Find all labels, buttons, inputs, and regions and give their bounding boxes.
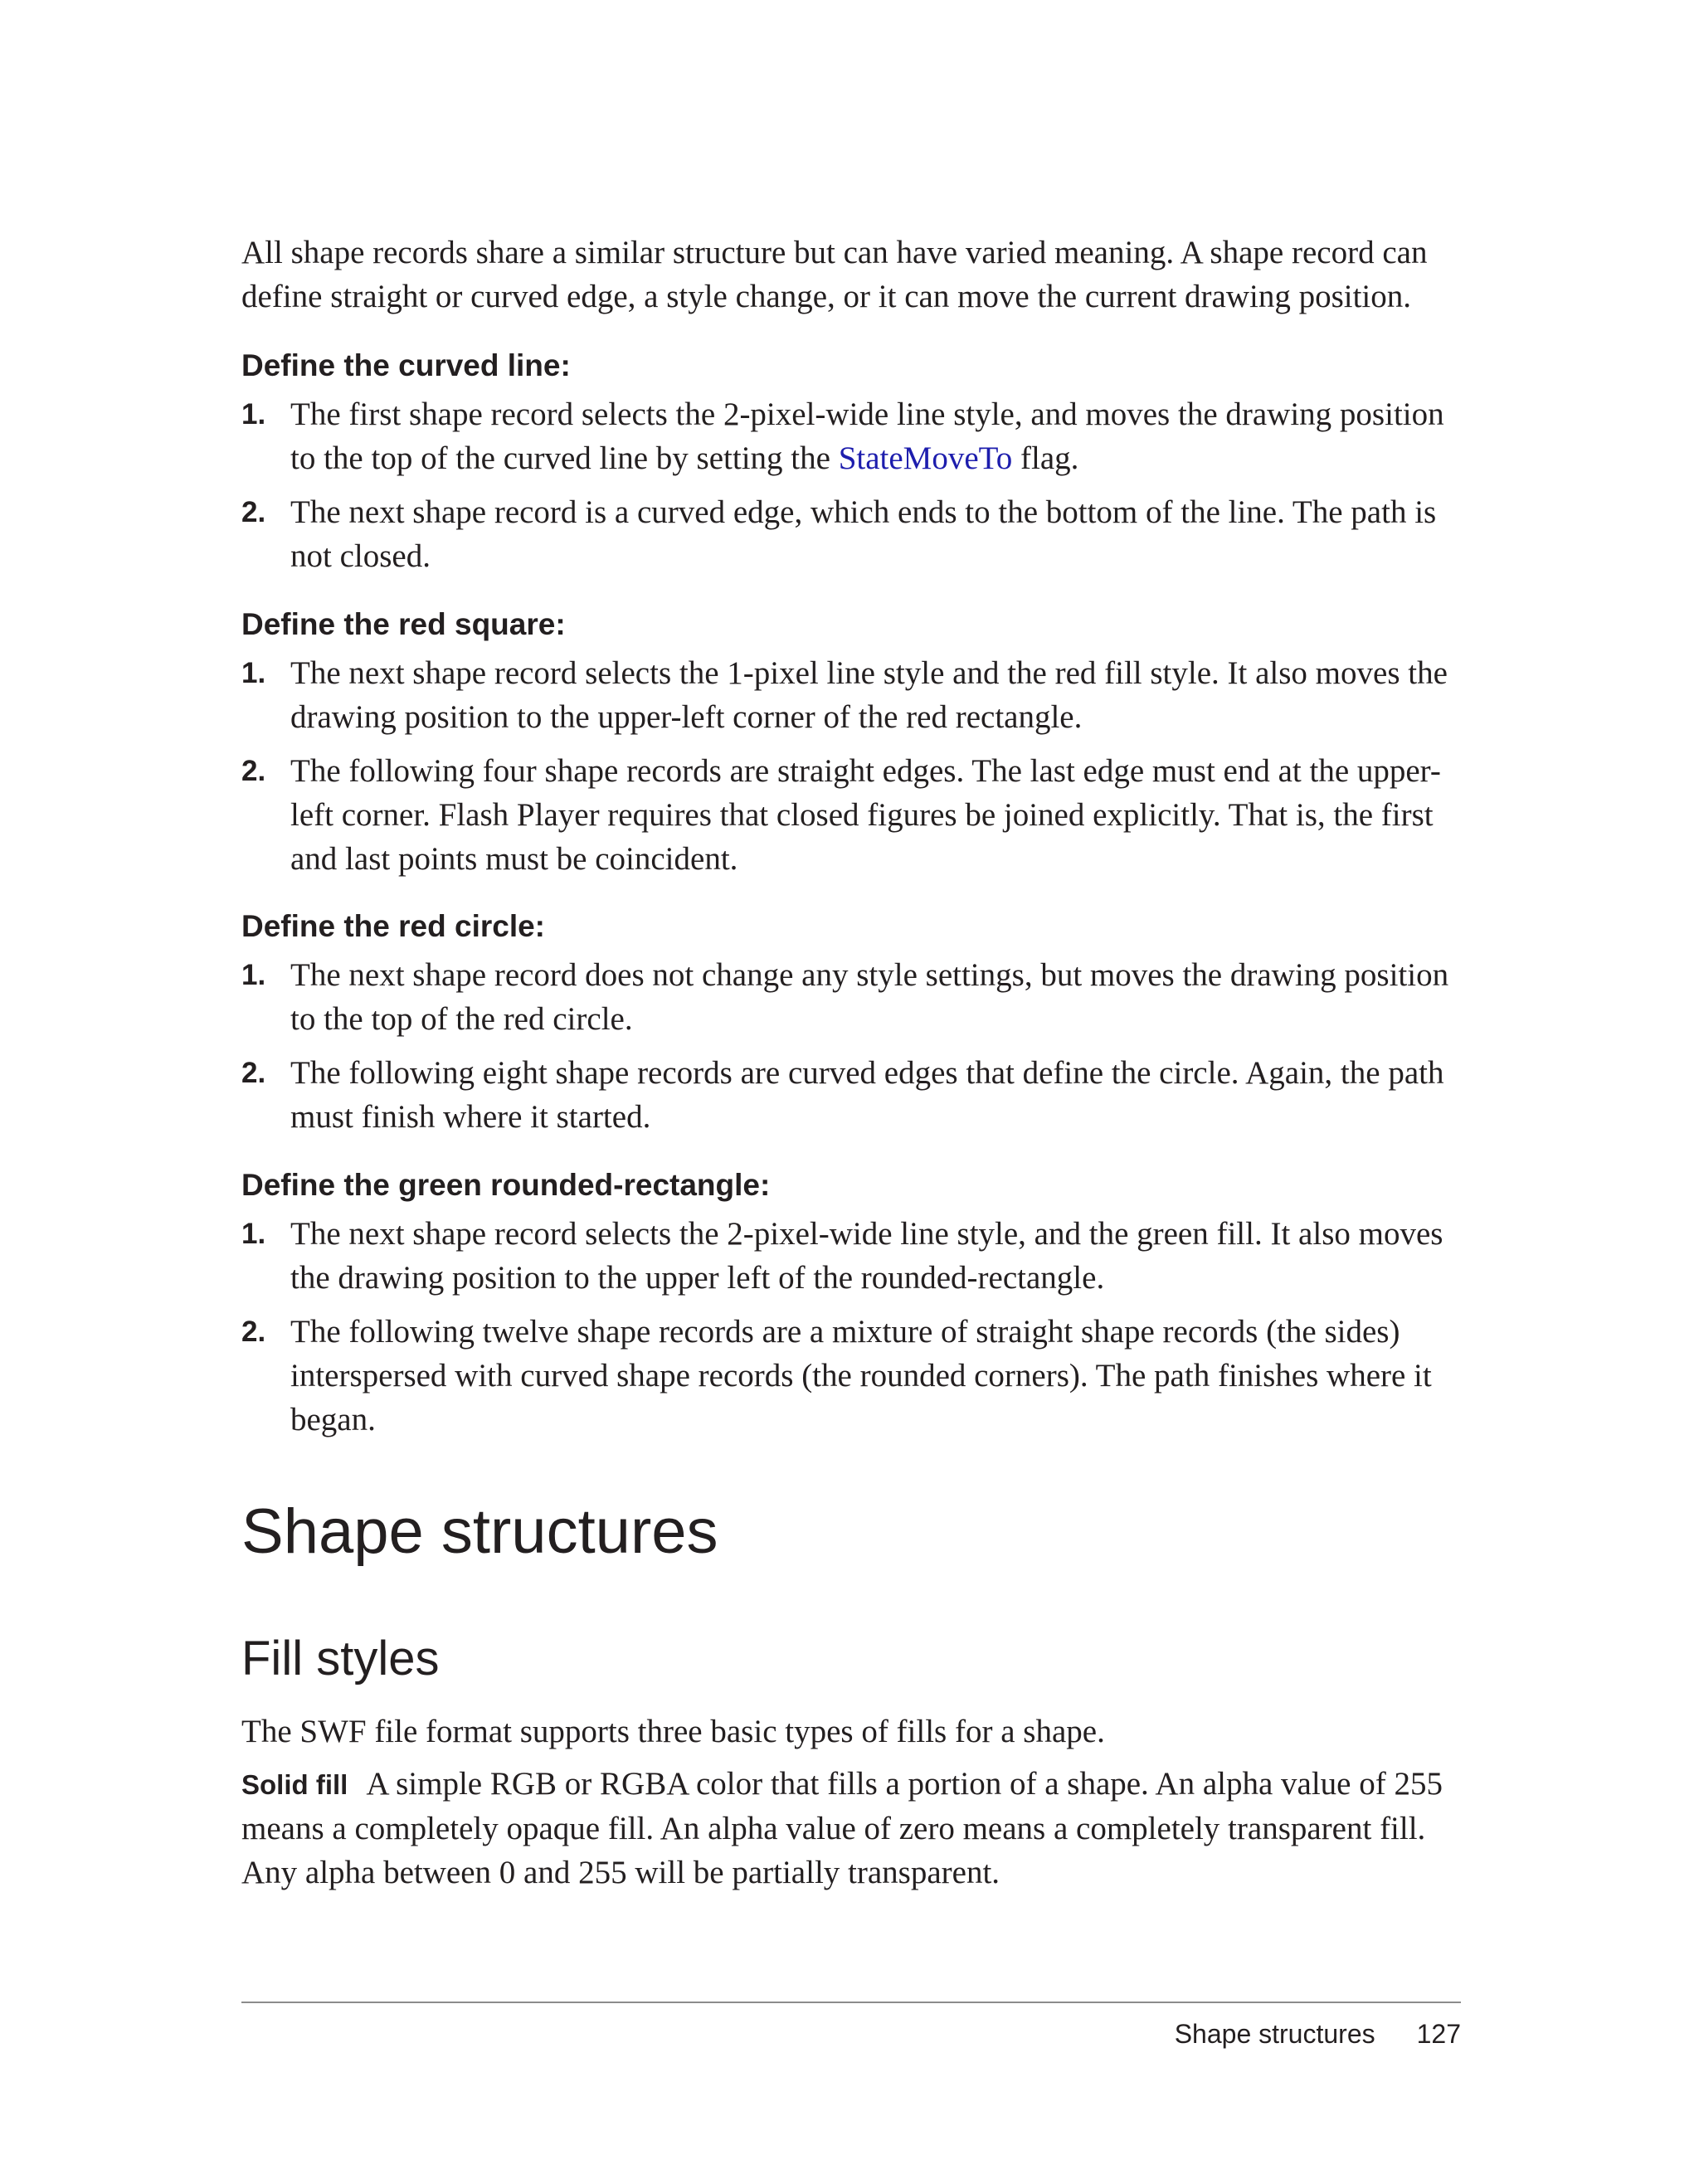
chapter-title: Shape structures [241,1496,718,1567]
step-text: The following four shape records are straight edges. The last edge must end at the upper-left corner. Flash Player requires that closed figures be joined explicitly. That is, the first and last points must be coincident. [290,753,1441,877]
list-item [241,392,1461,480]
step-text: The next shape record is a curved edge, which ends to the bottom of the line. The path is not closed. [290,494,1437,574]
step-number: 2. [241,755,266,787]
page-footer [1175,2017,1461,2050]
step-text-end: flag. [1012,440,1079,476]
heading-red-square: Define the red square: [241,607,566,641]
footer-label: Shape structures [1174,2019,1375,2049]
step-number: 2. [241,1316,266,1348]
step-number: 2. [241,496,266,528]
step-number: 1. [241,398,266,430]
step-text: The first shape record selects the 2-pixel-wide line style, and moves the drawing position to the top of the curved line by setting the [290,396,1444,476]
solid-fill-term: Solid fill [241,1769,348,1800]
heading-curved-line: Define the curved line: [241,348,571,382]
document-page [241,0,1461,2184]
list-item [241,1051,1461,1139]
list-item [241,1212,1461,1300]
list-item [241,953,1461,1041]
section-title: Fill styles [241,1632,440,1685]
step-number: 1. [241,657,266,689]
statemoveto-link[interactable]: StateMoveTo [838,440,1013,476]
heading-green-rounded-rectangle: Define the green rounded-rectangle: [241,1168,771,1202]
step-text: The next shape record does not change any style settings, but moves the drawing position to the top of the red circle. [290,957,1449,1037]
solid-fill-paragraph [241,1762,1461,1895]
steps-curved-line [241,392,1461,588]
list-item [241,749,1461,881]
step-number: 2. [241,1057,266,1089]
page-number: 127 [1416,2019,1461,2049]
list-item [241,490,1461,578]
step-number: 1. [241,1218,266,1250]
step-text: The following eight shape records are curved edges that define the circle. Again, the path must finish where it started. [290,1055,1444,1135]
list-item [241,1310,1461,1442]
list-item [241,651,1461,739]
solid-fill-text: A simple RGB or RGBA color that fills a portion of a shape. An alpha value of 255 means a completely opaque fill. An alpha value of zero means a completely transparent fill. Any alpha between 0 and 255 will be partially transparent. [241,1766,1443,1890]
step-text: The next shape record selects the 2-pixel-wide line style, and the green fill. It also moves the drawing position to the upper left of the rounded-rectangle. [290,1216,1443,1296]
intro-paragraph: All shape records share a similar structure but can have varied meaning. A shape record can define straight or curved edge, a style change, or it can move the current drawing position. [241,235,1428,314]
footer-divider [241,2002,1461,2003]
steps-red-circle [241,953,1461,1149]
step-text: The next shape record selects the 1-pixel line style and the red fill style. It also moves the drawing position to the upper-left corner of the red rectangle. [290,655,1448,735]
step-number: 1. [241,959,266,991]
steps-red-square [241,651,1461,891]
fill-intro-paragraph: The SWF file format supports three basic types of fills for a shape. [241,1714,1105,1749]
steps-green-rounded-rectangle [241,1212,1461,1452]
step-text: The following twelve shape records are a mixture of straight shape records (the sides) interspersed with curved shape records (the rounded corners). The path finishes where it began. [290,1314,1432,1437]
heading-red-circle: Define the red circle: [241,909,546,943]
